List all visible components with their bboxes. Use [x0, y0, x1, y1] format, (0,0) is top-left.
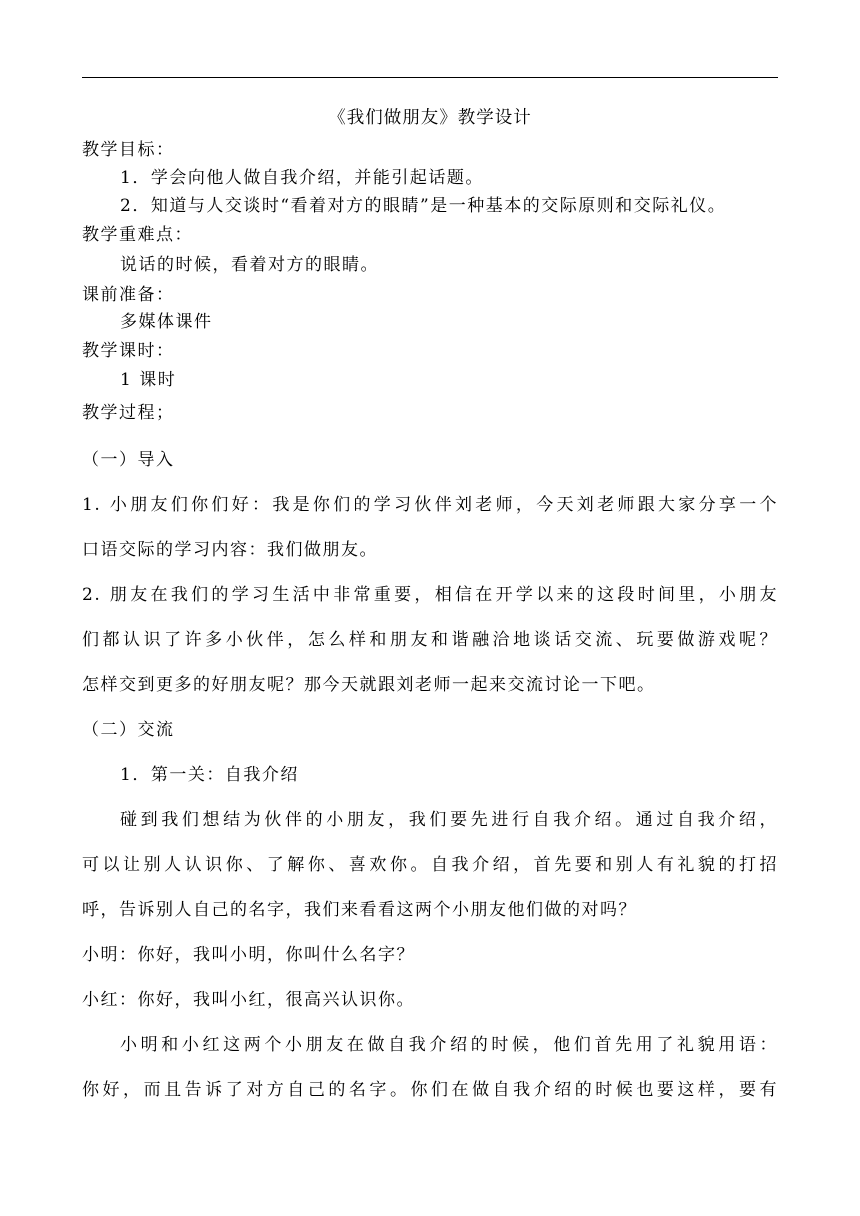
- header-rule: [82, 77, 778, 78]
- section1-paragraph2-line: 2. 朋友在我们的学习生活中非常重要，相信在开学以来的这段时间里，小朋友: [82, 585, 778, 605]
- key-points-heading: 教学重难点：: [82, 225, 193, 245]
- process-heading: 教学过程；: [82, 403, 175, 423]
- goal-item: 2．知道与人交谈时“看着对方的眼睛”是一种基本的交际原则和交际礼仪。: [120, 196, 727, 216]
- goal-item: 1．学会向他人做自我介绍，并能引起话题。: [120, 168, 484, 188]
- section2-paragraph2-line: 小明和小红这两个小朋友在做自我介绍的时候，他们首先用了礼貌用语：: [120, 1035, 778, 1055]
- section2-paragraph2-line: 你好，而且告诉了对方自己的名字。你们在做自我介绍的时候也要这样，要有: [82, 1080, 778, 1100]
- section2-paragraph1-line: 呼，告诉别人自己的名字，我们来看看这两个小朋友他们做的对吗？: [82, 900, 637, 920]
- goals-heading: 教学目标：: [82, 140, 175, 160]
- section2-paragraph1-line: 碰到我们想结为伙伴的小朋友，我们要先进行自我介绍。通过自我介绍，: [120, 810, 778, 830]
- dialog-line: 小红：你好，我叫小红，很高兴认识你。: [82, 990, 415, 1010]
- dialog-line: 小明：你好，我叫小明，你叫什么名字？: [82, 945, 415, 965]
- section2-paragraph1-line: 可以让别人认识你、了解你、喜欢你。自我介绍，首先要和别人有礼貌的打招: [82, 855, 778, 875]
- class-hours-heading: 教学课时：: [82, 341, 175, 361]
- section1-paragraph1-line: 口语交际的学习内容：我们做朋友。: [82, 540, 378, 560]
- section1-paragraph2-line: 们都认识了许多小伙伴，怎么样和朋友和谐融洽地谈话交流、玩要做游戏呢？: [82, 630, 778, 650]
- section1-paragraph1-line: 1. 小朋友们你们好：我是你们的学习伙伴刘老师，今天刘老师跟大家分享一个: [82, 495, 778, 515]
- section2-heading: （二）交流: [82, 720, 175, 740]
- section2-subheading: 1．第一关：自我介绍: [120, 765, 299, 785]
- class-hours-text: 1 课时: [120, 370, 177, 390]
- preparation-text: 多媒体课件: [120, 312, 213, 332]
- preparation-heading: 课前准备：: [82, 285, 175, 305]
- section1-heading: （一）导入: [82, 450, 175, 470]
- key-points-text: 说话的时候，看着对方的眼睛。: [120, 255, 379, 275]
- section1-paragraph2-line: 怎样交到更多的好朋友呢？那今天就跟刘老师一起来交流讨论一下吧。: [82, 675, 656, 695]
- document-title: 《我们做朋友》教学设计: [328, 108, 532, 128]
